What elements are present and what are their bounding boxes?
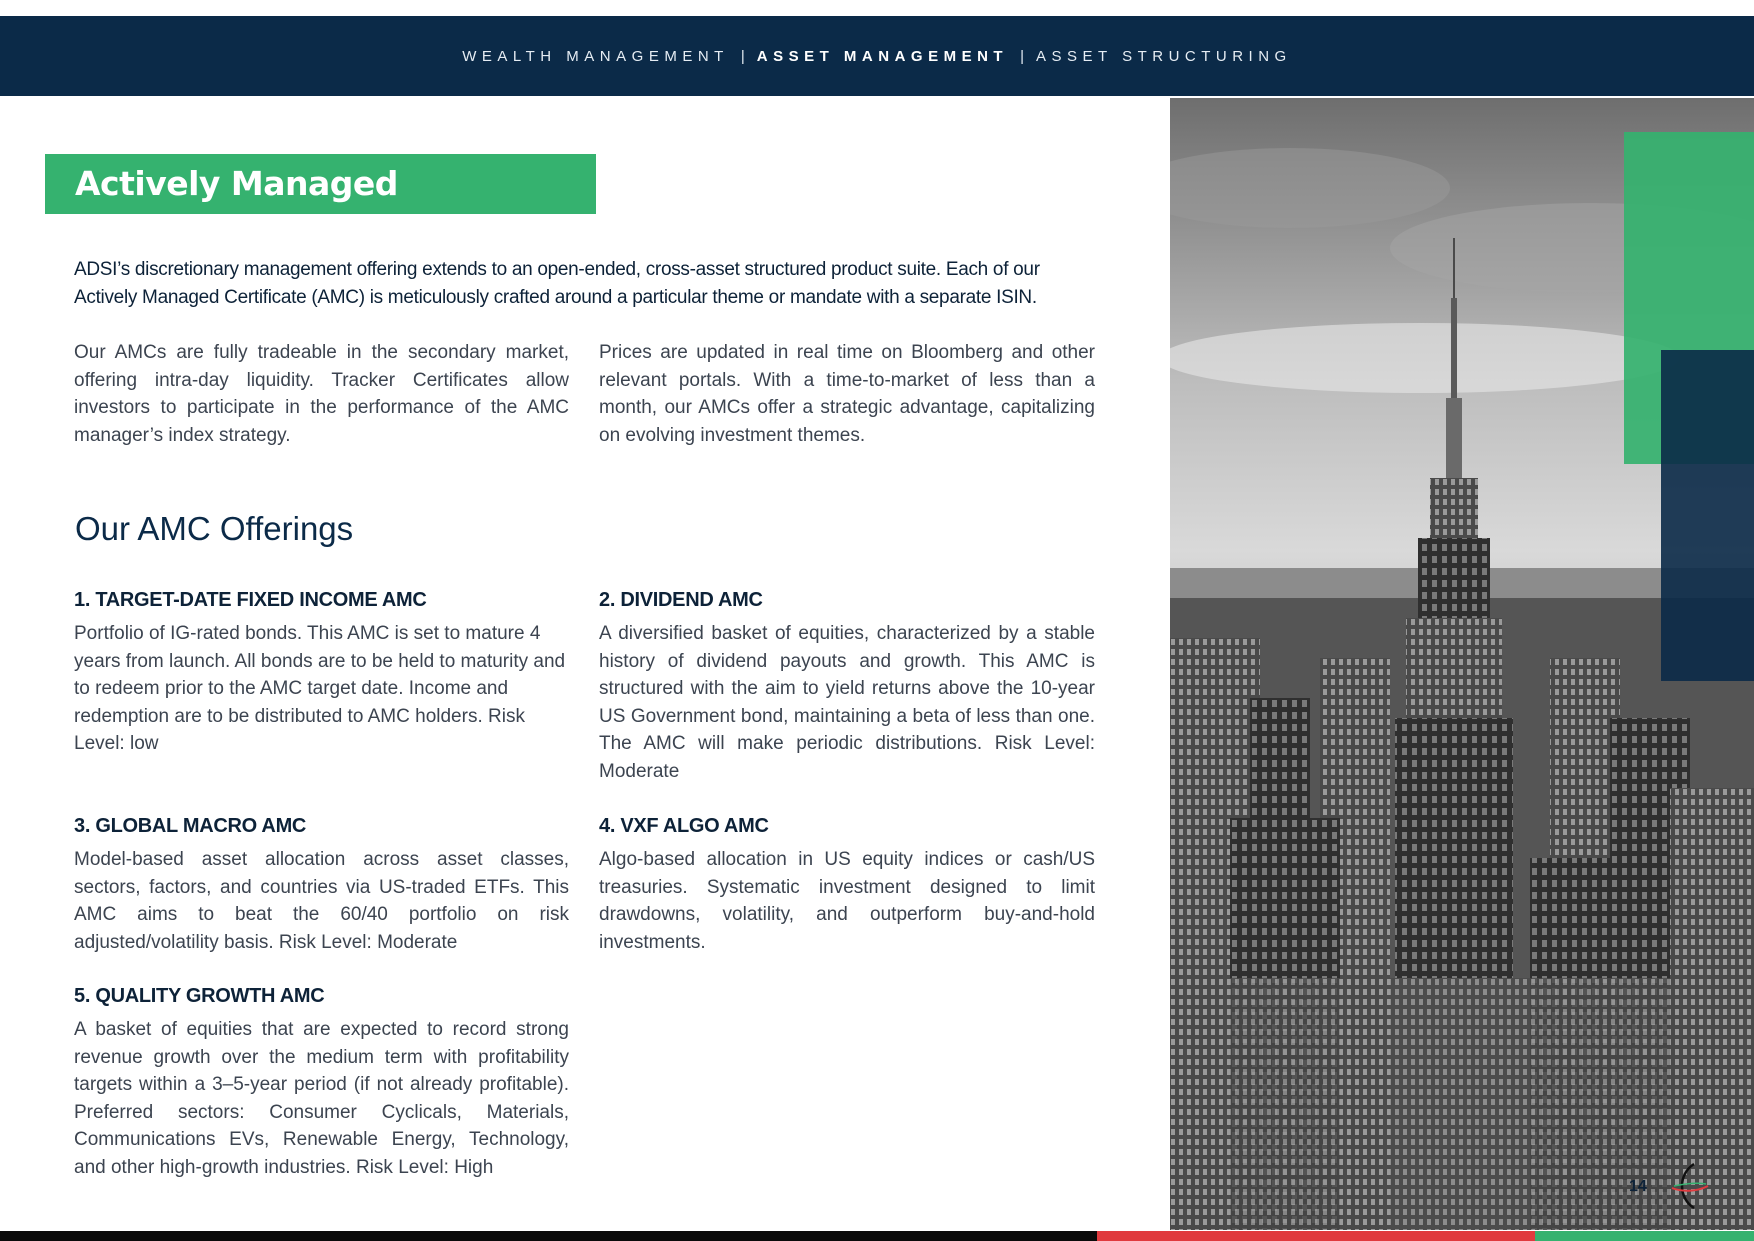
page-number: 14 [1629,1178,1647,1195]
nav-separator: | [740,47,745,65]
offering-5-title: 5. QUALITY GROWTH AMC [74,985,325,1007]
offering-2-text: A diversified basket of equities, characterized by a stable history of dividend payouts and growth. This AMC is structured with the aim to yield returns above the 10-year US Government bond, maintaining a beta of less than one. The AMC will make periodic distributions. Risk Level: Moderate [599,623,1095,782]
offering-2-title: 2. DIVIDEND AMC [599,589,763,611]
footer-bar-red [1097,1231,1535,1241]
nav-separator: | [1020,47,1024,65]
offering-5-text: A basket of equities that are expected to record strong revenue growth over the medium term with profitability targets within a 3–5-year period (if not already profitable). Preferred sectors: Consumer Cyclicals, Materials, Communications EVs, Renewable Energy, Technology, and other high-growth industries. Risk Level: High [74,1019,569,1178]
offering-4-text: Algo-based allocation in US equity indices or cash/US treasuries. Systematic investment designed to limit drawdowns, volatility, and outperform buy-and-hold investments. [599,849,1095,953]
page-title: Actively Managed Certificates [45,154,596,214]
footer-bar-black [0,1231,1097,1241]
offering-3-title: 3. GLOBAL MACRO AMC [74,815,307,837]
nav-asset-structuring[interactable]: ASSET STRUCTURING [1035,47,1292,65]
nav-wealth-management[interactable]: WEALTH MANAGEMENT [462,47,729,65]
offering-1-title: 1. TARGET-DATE FIXED INCOME AMC [74,589,427,611]
intro-paragraph: ADSI’s discretionary management offering extends to an open-ended, cross-asset structured product suite. Each of our Actively Managed Certificate (AMC) is meticulously crafted around a particular theme or mandate with a separate ISIN. [74,259,1040,308]
paragraph-right: Prices are updated in real time on Bloomberg and other relevant portals. With a time-to-market of less than a month, our AMCs offer a strategic advantage, capitalizing on evolving investment themes. [599,342,1095,446]
offering-1-text: Portfolio of IG-rated bonds. This AMC is set to mature 4 years from launch. All bonds are to be held to maturity and to redeem prior to the AMC target date. Income and redemption are to be distributed to AMC holders. Risk Level: low [74,623,566,754]
offering-4-title: 4. VXF ALGO AMC [599,815,769,837]
offerings-heading: Our AMC Offerings [75,510,354,547]
decorative-navy-block [1661,350,1754,681]
footer-bar-green [1535,1231,1754,1241]
nav-asset-management[interactable]: ASSET MANAGEMENT [756,47,1009,65]
offering-3-text: Model-based asset allocation across asset classes, sectors, factors, and countries via US-traded ETFs. This AMC aims to beat the 60/40 portfolio on risk adjusted/volatility basis. Risk Level: Moderate [74,849,569,953]
company-logo-icon [1670,1160,1710,1212]
paragraph-left: Our AMCs are fully tradeable in the secondary market, offering intra-day liquidity. Tracker Certificates allow investors to participate in the performance of the AMC manager’s index strategy. [74,342,569,446]
top-navigation-bar [0,16,1754,96]
